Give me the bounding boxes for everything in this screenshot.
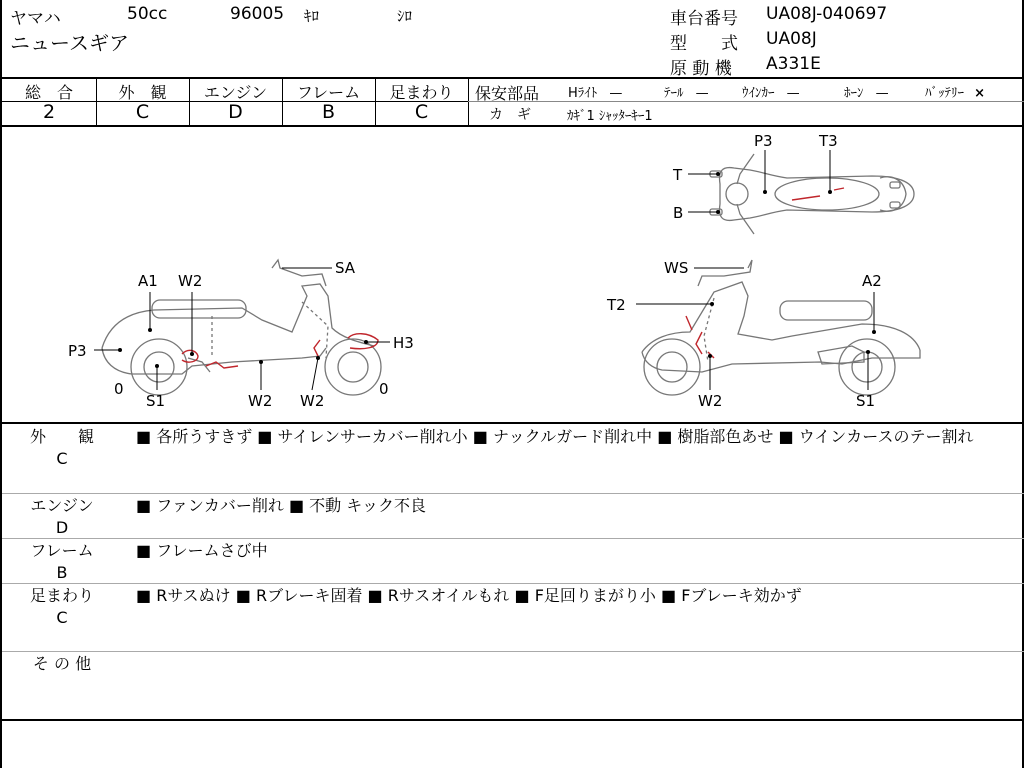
section-title: 外 観 [29,427,94,446]
label-w2-right: W2 [698,392,723,410]
label-s1-right: S1 [856,392,876,410]
grade-suspension-label: 足まわり [389,83,454,102]
label-a1: A1 [138,272,158,290]
safety-item-winker [742,82,800,101]
damage-mark [314,340,320,356]
maker-name: ヤマハ [10,9,61,29]
label-t3: T3 [819,132,838,150]
type-value: UA08J [766,29,817,49]
safety-item-mark: × [974,86,986,101]
grade-engine-label: エンジン [203,83,268,102]
safety-item-headlight [568,82,622,101]
section-grade: C [56,608,68,627]
displacement: 50cc [127,4,168,24]
chassis-label: 車台番号 [670,9,738,29]
section-frame-label [16,540,108,584]
divider [2,77,1024,79]
key-value: ｶｷﾞ1 ｼｬｯﾀｰｷｰ1 [567,109,653,124]
divider [2,422,1024,424]
divider [2,538,1024,539]
mileage: 96005 [230,4,285,24]
section-title: エンジン [30,496,94,515]
color-value: ｼﾛ [397,7,413,25]
safety-item-name: Hﾗｲﾄ [568,86,598,101]
label-t: T [673,166,683,184]
safety-item-mark: — [609,86,623,101]
grade-frame-value: B [321,101,336,123]
grade-overall-value: 2 [42,101,56,123]
mileage-unit: ｷﾛ [304,7,320,25]
section-engine-text: ■ ファンカバー削れ ■ 不動 キック不良 [136,496,426,515]
label-w2-front: W2 [300,392,325,410]
safety-item-battery [925,82,985,101]
damage-mark [686,316,692,330]
section-other-label [16,653,108,675]
grade-frame-label: フレーム [296,83,361,102]
safety-item-mark: — [695,86,709,101]
section-title: そ の 他 [32,654,92,673]
label-zero-left: 0 [114,380,124,398]
damage-mark [696,332,702,354]
section-suspension-text: ■ Rサスぬけ ■ Rブレーキ固着 ■ Rサスオイルもれ ■ F足回りまがり小 ■ Fブレーキ効かず [136,586,802,605]
section-title: 足まわり [29,586,94,605]
safety-item-name: ﾊﾞｯﾃﾘｰ [925,86,964,101]
grade-exterior-value: C [135,101,150,123]
label-sa: SA [335,259,356,277]
safety-item-mark: — [875,86,889,101]
label-zero-right: 0 [379,380,389,398]
damage-diagram [2,126,1022,422]
divider [468,101,1024,102]
label-a2: A2 [862,272,882,290]
safety-parts-label: 保安部品 [475,84,540,103]
section-exterior-text: ■ 各所うすきず ■ サイレンサーカバー削れ小 ■ ナックルガード削れ中 ■ 樹脂部色あせ ■ ウインカースのテー割れ [136,427,974,446]
grade-overall-label: 総 合 [24,83,73,102]
section-title: フレーム [30,541,94,560]
label-s1: S1 [146,392,166,410]
safety-item-name: ｳｲﾝｶｰ [742,86,775,101]
safety-item-horn [844,82,889,101]
type-label: 型 式 [670,34,738,54]
section-grade: B [56,563,68,582]
section-grade: C [56,449,68,468]
scooter-top-view [710,154,914,234]
label-b: B [673,204,684,222]
label-h3: H3 [393,334,414,352]
grade-exterior-label: 外 観 [118,83,167,102]
section-engine-label [16,495,108,539]
divider [2,493,1024,494]
safety-item-mark: — [786,86,800,101]
section-frame-text: ■ フレームさび中 [136,541,268,560]
divider [2,651,1024,652]
label-p3: P3 [68,342,87,360]
damage-mark [792,196,820,200]
safety-item-name: ﾃｰﾙ [664,86,684,101]
label-w2-center: W2 [248,392,273,410]
label-p3-top: P3 [754,132,773,150]
divider [2,719,1024,721]
grade-suspension-value: C [414,101,429,123]
engine-model-label: 原 動 機 [670,59,732,79]
key-label: カ ギ [489,107,531,123]
engine-model-value: A331E [766,54,821,74]
divider [2,583,1024,584]
section-grade: D [55,518,69,537]
label-w2: W2 [178,272,203,290]
section-exterior-label [16,426,108,470]
damage-mark [834,188,844,190]
section-suspension-label [16,585,108,629]
label-t2: T2 [607,296,626,314]
chassis-number: UA08J-040697 [766,4,888,24]
label-ws: WS [664,259,689,277]
safety-item-tail [664,82,709,101]
grade-engine-value: D [228,101,243,123]
model-name: ニュースギア [10,31,129,55]
safety-item-name: ﾎｰﾝ [844,86,864,101]
